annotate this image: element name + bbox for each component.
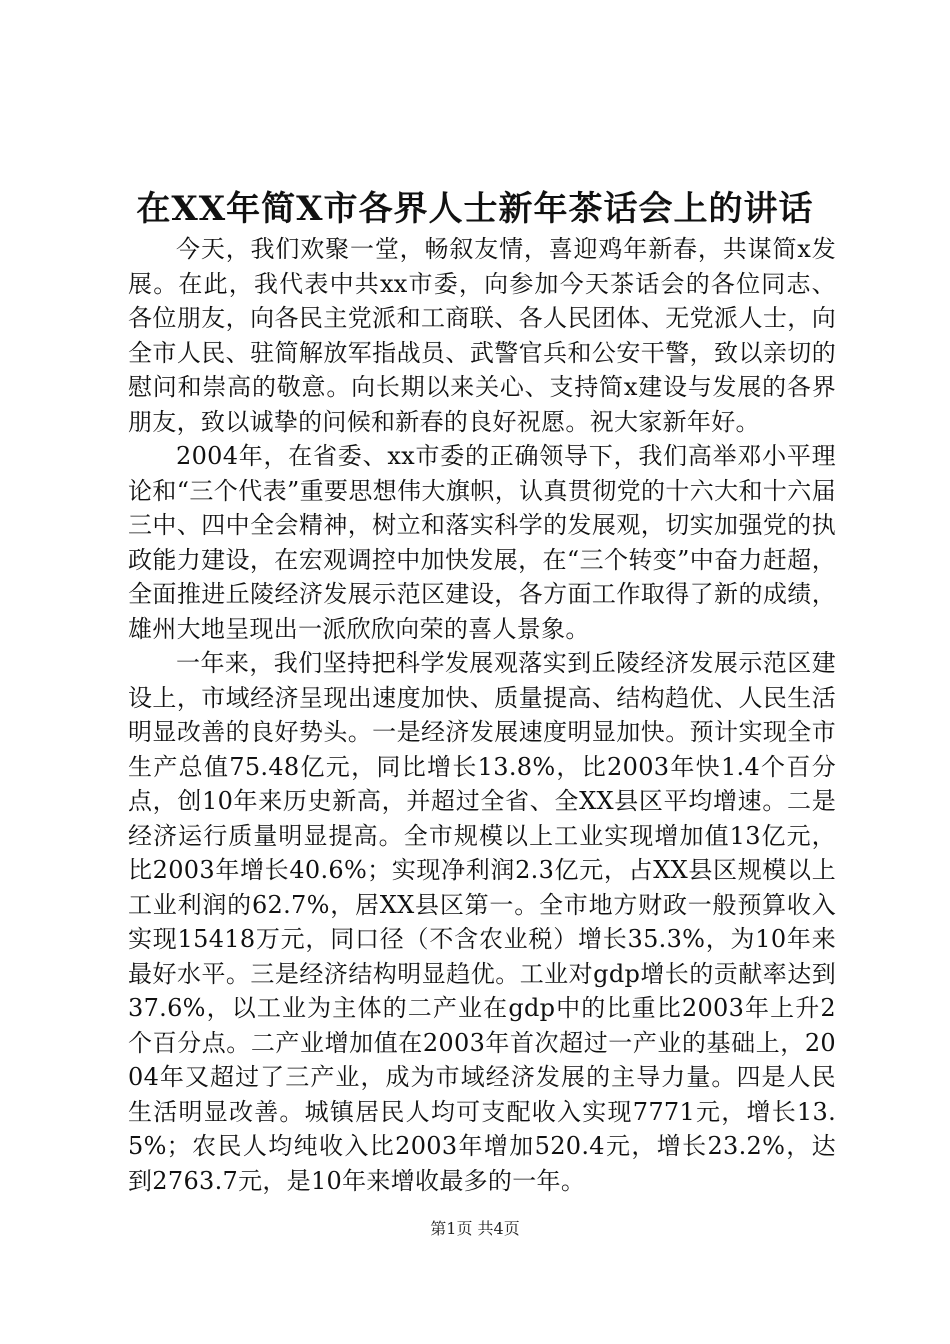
page-number-footer: 第1页 共4页 [430,1219,520,1238]
paragraph-economic-results: 一年来，我们坚持把科学发展观落实到丘陵经济发展示范区建设上，市域经济呈现出速度加快、质量提高、结构趋优、人民生活明显改善的良好势头。一是经济发展速度明显加快。预计实现全市生产总值75.48亿元，同比增长13.8%，比2003年快1.4个百分点，创10年来历史新高，并超过全省、全XX县区平均增速。二是经济运行质量明显提高。全市规模以上工业实现增加值13亿元，比2003年增长40.6%；实现净利润2.3亿元，占XX县区规模以上工业利润的62.7%，居XX县区第一。全市地方财政一般预算收入实现15418万元，同口径（不含农业税）增长35.3%，为10年来最好水平。三是经济结构明显趋优。工业对gdp增长的贡献率达到37.6%，以工业为主体的二产业在gdp中的比重比2003年上升2个百分点。二产业增加值在2003年首次超过一产业的基础上，2004年又超过了三产业，成为市域经济发展的主导力量。四是人民生活明显改善。城镇居民人均可支配收入实现7771元，增长13.5%；农民人均纯收入比2003年增加520.4元，增长23.2%，达到2763.7元，是10年来增收最多的一年。 [128,649,836,1195]
document-title: 在XX年简X市各界人士新年茶话会上的讲话 [136,189,814,229]
paragraph-greeting: 今天，我们欢聚一堂，畅叙友情，喜迎鸡年新春，共谋简x发展。在此，我代表中共xx市委，向参加今天茶话会的各位同志、各位朋友，向各民主党派和工商联、各人民团体、无党派人士，向全市人民、驻简解放军指战员、武警官兵和公安干警，致以亲切的慰问和崇高的敬意。向长期以来关心、支持简x建设与发展的各界朋友，致以诚挚的问候和新春的良好祝愿。祝大家新年好。 [128,235,836,436]
document-body [128,232,836,1198]
paragraph-2004-review: 2004年，在省委、xx市委的正确领导下，我们高举邓小平理论和“三个代表”重要思想伟大旗帜，认真贯彻党的十六大和十六届三中、四中全会精神，树立和落实科学的发展观，切实加强党的执政能力建设，在宏观调控中加快发展，在“三个转变”中奋力赶超，全面推进丘陵经济发展示范区建设，各方面工作取得了新的成绩，雄州大地呈现出一派欣欣向荣的喜人景象。 [128,442,836,643]
